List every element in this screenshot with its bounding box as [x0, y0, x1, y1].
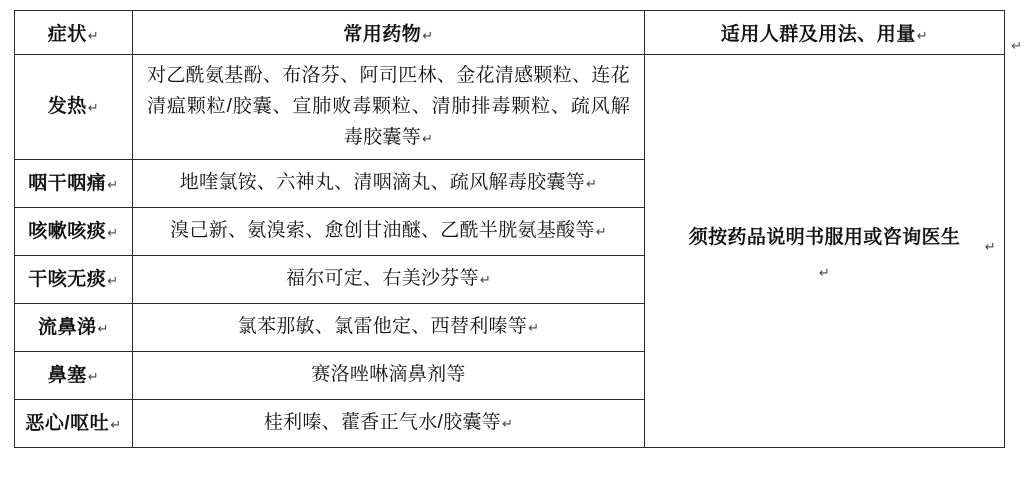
drugs-label: 对乙酰氨基酚、布洛芬、阿司匹林、金花清感颗粒、连花清瘟颗粒/胶囊、宣肺败毒颗粒、清肺排毒颗粒、疏风解毒胶囊等 [147, 65, 630, 148]
paragraph-mark-icon: ↵ [87, 368, 100, 384]
drugs-cell [133, 304, 645, 352]
symptom-cell [15, 352, 133, 400]
drugs-label: 福尔可定、右美沙芬等 [285, 268, 479, 290]
paragraph-mark-icon: ↵ [501, 416, 514, 432]
drugs-label: 氯苯那敏、氯雷他定、西替利嗪等 [237, 316, 528, 338]
paragraph-mark-icon: ↵ [1011, 38, 1022, 53]
drugs-cell [133, 400, 645, 448]
drugs-label: 溴己新、氨溴索、愈创甘油醚、乙酰半胱氨基酸等 [170, 220, 595, 242]
paragraph-mark-icon: ↵ [818, 264, 831, 280]
paragraph-mark-icon: ↵ [422, 130, 434, 146]
paragraph-mark-icon: ↵ [586, 176, 598, 192]
drugs-label: 赛洛唑啉滴鼻剂等 [311, 364, 466, 386]
drugs-cell [133, 160, 645, 208]
symptom-label: 鼻塞 [47, 364, 87, 386]
drugs-cell [133, 256, 645, 304]
header-cell-symptom [15, 11, 133, 55]
table-row [15, 55, 1005, 160]
drugs-cell [133, 352, 645, 400]
drugs-cell [133, 55, 645, 160]
symptom-cell [15, 208, 133, 256]
table-body [15, 55, 1005, 448]
header-label-symptom: 症状 [47, 24, 87, 45]
drugs-label: 桂利嗪、藿香正气水/胶囊等 [263, 412, 501, 434]
paragraph-mark-icon: ↵ [595, 224, 607, 240]
drugs-cell [133, 208, 645, 256]
paragraph-mark-icon: ↵ [107, 224, 119, 240]
header-cell-drugs [133, 11, 645, 55]
header-label-usage: 适用人群及用法、用量 [720, 24, 916, 45]
table-header-row [15, 11, 1005, 55]
paragraph-mark-icon: ↵ [87, 28, 100, 43]
symptom-cell [15, 55, 133, 160]
header-label-drugs: 常用药物 [343, 24, 422, 45]
drugs-label: 地喹氯铵、六神丸、清咽滴丸、疏风解毒胶囊等 [179, 172, 586, 194]
header-cell-usage [645, 11, 1005, 55]
symptom-label: 咳嗽咳痰 [28, 220, 107, 242]
symptom-label: 咽干咽痛 [28, 172, 107, 194]
symptom-label: 流鼻涕 [38, 316, 97, 338]
table-header [15, 11, 1005, 55]
usage-text: 须按药品说明书服用或咨询医生 [688, 226, 961, 248]
symptom-label: 恶心/呕吐 [25, 412, 110, 434]
paragraph-mark-icon: ↵ [528, 320, 540, 336]
symptom-cell [15, 304, 133, 352]
symptom-cell [15, 160, 133, 208]
paragraph-mark-icon: ↵ [422, 28, 434, 43]
symptom-label: 干咳无痰 [28, 268, 107, 290]
symptom-cell [15, 400, 133, 448]
medication-table [14, 10, 1005, 448]
paragraph-mark-icon: ↵ [107, 272, 119, 288]
paragraph-mark-icon: ↵ [110, 416, 122, 432]
paragraph-mark-icon: ↵ [97, 320, 109, 336]
paragraph-mark-icon: ↵ [107, 176, 119, 192]
paragraph-mark-icon: ↵ [479, 272, 492, 288]
symptom-cell [15, 256, 133, 304]
symptom-label: 发热 [47, 96, 87, 118]
usage-cell [645, 55, 1005, 448]
paragraph-mark-icon: ↵ [87, 100, 100, 116]
paragraph-mark-icon: ↵ [916, 28, 929, 43]
paragraph-mark-icon: ↵ [984, 239, 996, 255]
